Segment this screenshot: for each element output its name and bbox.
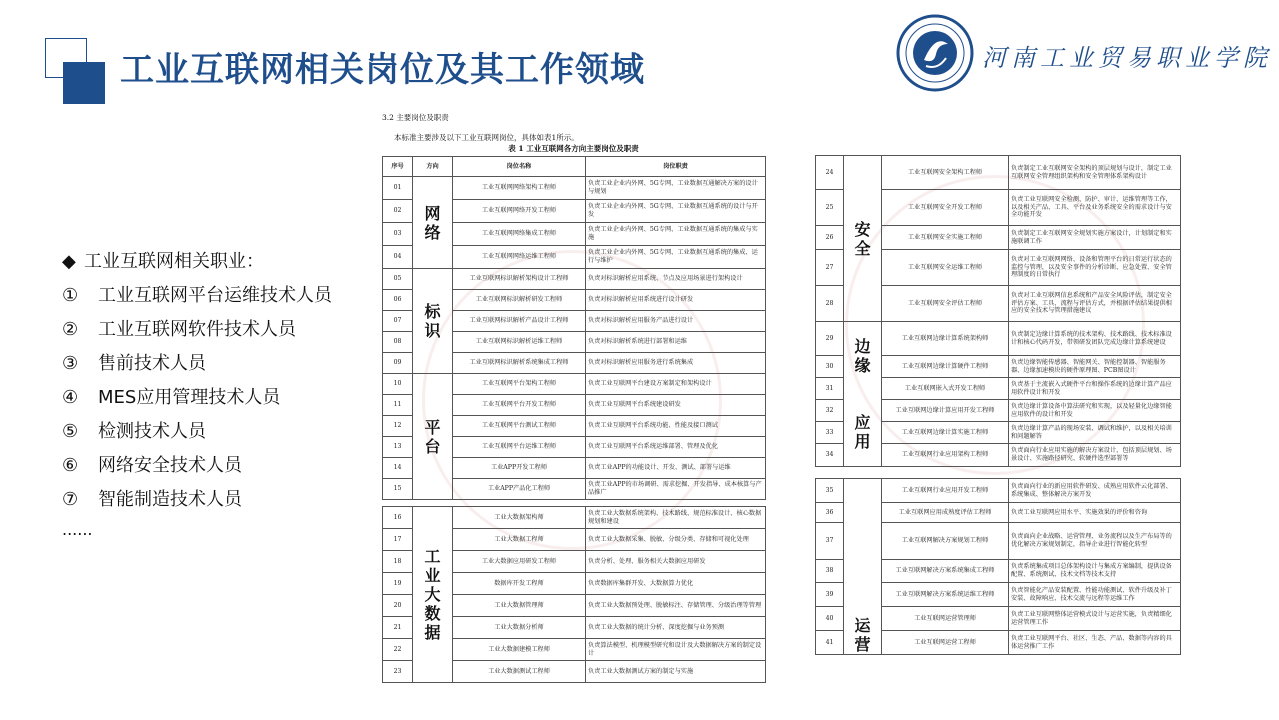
table-row xyxy=(383,374,766,395)
cell-duty: 负责工业互联网平台系统运维部署、管理及优化 xyxy=(586,437,766,458)
cell-no: 33 xyxy=(816,422,844,444)
cell-no: 29 xyxy=(816,322,844,356)
cell-name: 工业互联网运营管理师 xyxy=(882,607,1009,631)
cell-name: 工业互联网网络集成工程师 xyxy=(453,223,586,246)
cell-name: 工业互联网解决方案系统集成工程师 xyxy=(882,560,1009,583)
cell-duty: 负责边缘计算设备中算法研究和实现，以及轻量化边缘智能应用软件的设计和开发 xyxy=(1009,400,1181,422)
cell-name: 工业大数据工程师 xyxy=(453,529,586,551)
cell-no: 09 xyxy=(383,353,413,374)
table-row xyxy=(383,177,766,200)
cell-duty: 负责工业互联网平台系统建设研发 xyxy=(586,395,766,416)
list-item xyxy=(62,420,362,454)
cell-duty: 负责面向行业应用实施的解决方案设计，包括顶层规划、场景设计、实施路径研究、软硬件选型部署等 xyxy=(1009,444,1181,467)
cell-no: 32 xyxy=(816,400,844,422)
cell-no: 06 xyxy=(383,290,413,311)
doc-intro: 本标准主要涉及以下工业互联网岗位，具体如表1所示。 xyxy=(394,133,579,142)
table-header-dir: 方向 xyxy=(413,157,453,177)
cell-name: 工业互联网嵌入式开发工程师 xyxy=(882,378,1009,400)
item-number: ⑥ xyxy=(62,455,79,476)
cell-no: 17 xyxy=(383,529,413,551)
table-row xyxy=(816,156,1181,190)
cell-duty: 负责工业企业内外网、5G专网、工业数据互通系统的集成与实施 xyxy=(586,223,766,246)
diamond-bullet-icon: ◆ xyxy=(62,251,76,272)
cell-duty: 负责制定边缘计算系统的技术架构、技术路线、技术标准设计和核心代码开发，带领研发团队完成边缘计算系统建设 xyxy=(1009,322,1181,356)
cell-name: 工业互联网边缘计算系统架构师 xyxy=(882,322,1009,356)
list-item xyxy=(62,488,362,522)
cell-duty: 负责算法模型、机理模型研究和设计及大数据解决方案的制定设计 xyxy=(586,639,766,661)
list-item xyxy=(62,386,362,420)
cell-name: 工业互联网标识解析研发工程师 xyxy=(453,290,586,311)
cell-name: 工业大数据管理师 xyxy=(453,595,586,617)
cell-duty: 负责制定工业互联网安全规划实施方案设计，计划制定和实施联调工作 xyxy=(1009,226,1181,250)
cell-name: 工业APP开发工程师 xyxy=(453,458,586,479)
cell-no: 41 xyxy=(816,631,844,655)
page-title: 工业互联网相关岗位及其工作领域 xyxy=(120,50,645,90)
cell-no: 40 xyxy=(816,607,844,631)
direction-platform: 平台 xyxy=(413,374,453,500)
cell-no: 28 xyxy=(816,286,844,322)
job-table-part-3 xyxy=(815,155,1181,467)
job-table-part-4 xyxy=(815,478,1181,655)
cell-no: 16 xyxy=(383,507,413,529)
cell-name: 工业互联网标识解析运维工程师 xyxy=(453,332,586,353)
item-number: ⑦ xyxy=(62,489,79,510)
cell-no: 07 xyxy=(383,311,413,332)
cell-duty: 负责工业互联网平台建设方案制定和架构设计 xyxy=(586,374,766,395)
cell-name: 工业互联网安全架构工程师 xyxy=(882,156,1009,190)
cell-no: 18 xyxy=(383,551,413,573)
cell-name: 工业互联网行业应用架构工程师 xyxy=(882,444,1009,467)
cell-name: 工业互联网平台开发工程师 xyxy=(453,395,586,416)
item-label: MES应用管理技术人员 xyxy=(98,387,281,408)
direction-network: 网络 xyxy=(413,177,453,269)
table-row xyxy=(816,479,1181,503)
direction-identity: 标识 xyxy=(413,269,453,374)
cell-duty: 负责工业APP的市场调研、需求挖掘、开发指导、成本核算与产品推广 xyxy=(586,479,766,500)
cell-duty: 负责对工业互联网网络、设备和管理平台的日常运行状态的监控与管理，以及安全事件的分析诊断、应急处置、安全管理制度的日常执行 xyxy=(1009,250,1181,286)
cell-duty: 负责工业互联网平台系统功能、性能及接口测试 xyxy=(586,416,766,437)
cell-no: 11 xyxy=(383,395,413,416)
cell-name: 工业互联网运营工程师 xyxy=(882,631,1009,655)
cell-no: 25 xyxy=(816,190,844,226)
table-header-no: 序号 xyxy=(383,157,413,177)
cell-duty: 负责工业互联网安全检测、防护、审计、运维管理等工作，以及相关产品、工具、平台及业务系统安全的需求设计与安全功能开发 xyxy=(1009,190,1181,226)
cell-duty: 负责工业大数据测试方案的制定与实施 xyxy=(586,661,766,683)
cell-duty: 负责工业大数据采集、脱敏、分级分类、存储和可视化处理 xyxy=(586,529,766,551)
cell-duty: 负责工业大数据预处理、脱敏标注、存储管理、分级治理等管理 xyxy=(586,595,766,617)
cell-duty: 负责工业企业内外网、5G专网、工业数据互通系统的集成、运行与维护 xyxy=(586,246,766,269)
cell-no: 08 xyxy=(383,332,413,353)
cell-duty: 负责工业互联网整体运营模式设计与运营实施，负责精细化运营管理工作 xyxy=(1009,607,1181,631)
cell-name: 工业互联网安全开发工程师 xyxy=(882,190,1009,226)
cell-duty: 负责分析、处理、服务相关大数据应用研发 xyxy=(586,551,766,573)
cell-duty: 负责工业互联网应用水平、实施效果的评价和咨询 xyxy=(1009,503,1181,523)
direction-ops: 运营 xyxy=(844,479,882,655)
cell-name: 数据库开发工程师 xyxy=(453,573,586,595)
cell-no: 21 xyxy=(383,617,413,639)
job-list xyxy=(62,250,362,546)
cell-duty: 负责对标识解析应用服务产品进行设计 xyxy=(586,311,766,332)
cell-name: 工业互联网解决方案系统运维工程师 xyxy=(882,583,1009,607)
item-number: ② xyxy=(62,319,79,340)
cell-name: 工业大数据建模工程师 xyxy=(453,639,586,661)
cell-duty: 负责工业APP的功能设计、开发、测试、部署与运维 xyxy=(586,458,766,479)
cell-duty: 负责制定工业互联网安全架构的顶层规划与设计，制定工业互联网安全管理组织架构和安全管理体系架构设计 xyxy=(1009,156,1181,190)
cell-no: 36 xyxy=(816,503,844,523)
job-list-heading xyxy=(62,250,362,284)
list-ellipsis: ...... xyxy=(62,520,93,539)
cell-name: 工业互联网边缘计算实施工程师 xyxy=(882,422,1009,444)
list-item xyxy=(62,284,362,318)
table-header-name: 岗位名称 xyxy=(453,157,586,177)
direction-edge-app: 边缘 应用 xyxy=(844,322,882,467)
cell-name: 工业大数据架构师 xyxy=(453,507,586,529)
cell-name: 工业互联网安全实施工程师 xyxy=(882,226,1009,250)
cell-duty: 负责对标识解析系统进行部署和运维 xyxy=(586,332,766,353)
cell-no: 03 xyxy=(383,223,413,246)
cell-no: 27 xyxy=(816,250,844,286)
cell-name: 工业互联网安全评估工程师 xyxy=(882,286,1009,322)
cell-name: 工业大数据分析师 xyxy=(453,617,586,639)
cell-no: 04 xyxy=(383,246,413,269)
cell-duty: 负责工业互联网平台、社区、生态、产品、数据等内容的具体运营推广工作 xyxy=(1009,631,1181,655)
direction-bigdata: 工业大数据 xyxy=(413,507,453,683)
cell-no: 34 xyxy=(816,444,844,467)
cell-name: 工业互联网行业应用开发工程师 xyxy=(882,479,1009,503)
cell-name: 工业互联网解决方案规划工程师 xyxy=(882,523,1009,560)
cell-duty: 负责数据库集群开发、大数据算力优化 xyxy=(586,573,766,595)
cell-name: 工业互联网应用成熟度评估工程师 xyxy=(882,503,1009,523)
doc-section-heading: 3.2 主要岗位及职责 xyxy=(382,113,449,122)
cell-name: 工业大数据应用研发工程师 xyxy=(453,551,586,573)
job-table-part-1 xyxy=(382,156,766,500)
cell-name: 工业互联网网络运维工程师 xyxy=(453,246,586,269)
cell-name: 工业互联网边缘计算应用开发工程师 xyxy=(882,400,1009,422)
document-page-left xyxy=(382,100,765,680)
item-number: ③ xyxy=(62,353,79,374)
item-label: 工业互联网平台运维技术人员 xyxy=(98,285,332,306)
item-label: 检测技术人员 xyxy=(98,421,206,442)
cell-no: 20 xyxy=(383,595,413,617)
cell-no: 01 xyxy=(383,177,413,200)
doc-table-caption: 表 1 工业互联网各方向主要岗位及职责 xyxy=(508,144,639,153)
cell-no: 38 xyxy=(816,560,844,583)
table-header-duty: 岗位职责 xyxy=(586,157,766,177)
cell-name: 工业APP产品化工程师 xyxy=(453,479,586,500)
table-row xyxy=(383,269,766,290)
cell-duty: 负责边缘智能传感器、智能网关、智能控制器、智能服务器、边缘加速模块的硬件原理图、PCB图设计 xyxy=(1009,356,1181,378)
item-label: 网络安全技术人员 xyxy=(98,455,242,476)
direction-security: 安全 xyxy=(844,156,882,322)
cell-name: 工业互联网标识解析架构设计工程师 xyxy=(453,269,586,290)
job-table-part-2 xyxy=(382,506,766,683)
cell-no: 19 xyxy=(383,573,413,595)
cell-duty: 负责工业企业内外网、5G专网、工业数据互通系统的设计与开发 xyxy=(586,200,766,223)
cell-name: 工业互联网边缘计算硬件工程师 xyxy=(882,356,1009,378)
list-item xyxy=(62,454,362,488)
item-number: ⑤ xyxy=(62,421,79,442)
cell-duty: 负责对标识解析应用服务进行系统集成 xyxy=(586,353,766,374)
cell-name: 工业互联网标识解析产品设计工程师 xyxy=(453,311,586,332)
cell-name: 工业互联网平台运维工程师 xyxy=(453,437,586,458)
cell-duty: 负责面向行业的新应用软件研发、成熟应用软件云化部署、系统集成、整体解决方案开发 xyxy=(1009,479,1181,503)
cell-no: 12 xyxy=(383,416,413,437)
item-number: ① xyxy=(62,285,79,306)
cell-duty: 负责工业企业内外网、5G专网、工业数据互通解决方案的设计与规划 xyxy=(586,177,766,200)
cell-duty: 负责面向企业战略、运营管理、业务流程以及生产布局等的优化解决方案规划制定，指导企业进行智能化转型 xyxy=(1009,523,1181,560)
cell-no: 24 xyxy=(816,156,844,190)
school-logo-icon xyxy=(896,14,974,92)
cell-name: 工业互联网安全运维工程师 xyxy=(882,250,1009,286)
item-label: 工业互联网软件技术人员 xyxy=(98,319,296,340)
cell-no: 35 xyxy=(816,479,844,503)
cell-name: 工业互联网网络开发工程师 xyxy=(453,200,586,223)
cell-no: 30 xyxy=(816,356,844,378)
school-name: 河南工业贸易职业学院 xyxy=(982,44,1272,72)
cell-no: 13 xyxy=(383,437,413,458)
cell-no: 23 xyxy=(383,661,413,683)
cell-duty: 负责对工业互联网信息系统和产品安全风险评估，制定安全评估方案、工具、流程与评估方式，并根据评估结果提供相应的安全技术与管理措施建议 xyxy=(1009,286,1181,322)
cell-duty: 负责工业大数据的统计分析、深度挖掘与业务预测 xyxy=(586,617,766,639)
cell-no: 37 xyxy=(816,523,844,560)
cell-no: 14 xyxy=(383,458,413,479)
cell-no: 02 xyxy=(383,200,413,223)
cell-no: 05 xyxy=(383,269,413,290)
cell-no: 15 xyxy=(383,479,413,500)
cell-name: 工业互联网标识解析系统集成工程师 xyxy=(453,353,586,374)
cell-duty: 负责对标识解析应用系统、节点及应用场景进行架构设计 xyxy=(586,269,766,290)
document-page-right xyxy=(815,155,1180,665)
cell-duty: 负责边缘计算产品的现场安装、调试和维护，以及相关培训和问题解答 xyxy=(1009,422,1181,444)
item-number: ④ xyxy=(62,387,79,408)
title-decoration-square xyxy=(63,62,105,104)
cell-name: 工业互联网网络架构工程师 xyxy=(453,177,586,200)
job-list-heading-text: 工业互联网相关职业： xyxy=(84,251,264,272)
cell-no: 39 xyxy=(816,583,844,607)
cell-no: 26 xyxy=(816,226,844,250)
cell-no: 22 xyxy=(383,639,413,661)
cell-name: 工业互联网平台架构工程师 xyxy=(453,374,586,395)
list-item xyxy=(62,318,362,352)
cell-duty: 负责基于主流嵌入式硬件平台和操作系统的边缘计算产品应用软件设计和开发 xyxy=(1009,378,1181,400)
cell-duty: 负责工业大数据系统架构、技术路线、规范标准设计、核心数据规划和建设 xyxy=(586,507,766,529)
cell-duty: 负责对标识解析应用系统进行设计研发 xyxy=(586,290,766,311)
cell-duty: 负责系统集成项目总体架构设计与集成方案编制，提供设备配置、系统测试、技术文档等技术支持 xyxy=(1009,560,1181,583)
item-label: 智能制造技术人员 xyxy=(98,489,242,510)
cell-no: 10 xyxy=(383,374,413,395)
list-item xyxy=(62,352,362,386)
cell-name: 工业大数据测试工程师 xyxy=(453,661,586,683)
table-row xyxy=(383,507,766,529)
table-row xyxy=(816,322,1181,356)
item-label: 售前技术人员 xyxy=(98,353,206,374)
cell-duty: 负责智能化产品安装配置、性能功能测试、软件升级及补丁安装、故障响应、技术交流与远程等运维工作 xyxy=(1009,583,1181,607)
cell-no: 31 xyxy=(816,378,844,400)
cell-name: 工业互联网平台测试工程师 xyxy=(453,416,586,437)
